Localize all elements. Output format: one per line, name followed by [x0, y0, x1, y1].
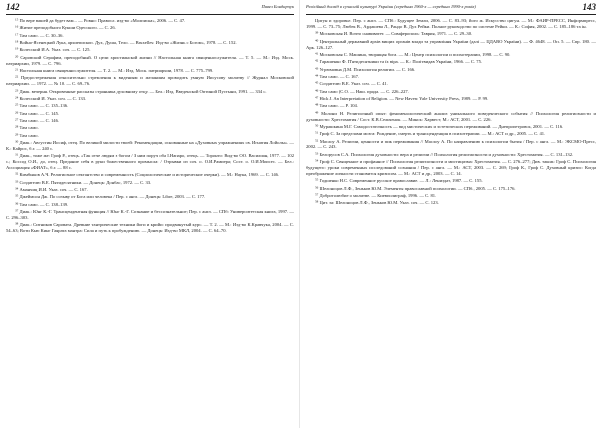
footnote-number: 39	[315, 30, 319, 35]
footnote-text: Диак.: Августин Иосиф, отец. По великой милости твоей: Рекомендации, основанные на «Духовных упражнениях св. Игнатия Лойолы». — К.: Кайрос, б.г. — 240 с.	[6, 139, 294, 151]
footnote-text: Там само. — С. 167.	[319, 73, 360, 79]
footnote-text: Там само. — С. 135–136.	[19, 103, 69, 109]
footnote-number: 22	[15, 74, 19, 79]
footnote-text: Гроф С. Священное и профанное // Психология религиозности и мистицизма: Хрестоматия. — С. 276–277; Див. також: Гроф С. Психология будущего: уроки современных исследований сознания / Пер. с англ. — М.: АСТ, 2003. — С. 269; Гроф К., Гроф С. Духовный кризис: Когда преображение личности становится кризисом. — М.: АСТ и др., 2003. — С. 14.	[306, 159, 596, 176]
footnote	[306, 131, 596, 137]
page-gutter	[299, 0, 300, 428]
footnote	[306, 39, 596, 51]
footnote-text: Житие преподобного Кукши Одесского. — С. 26.	[19, 25, 116, 31]
footnote-number: 27	[15, 117, 19, 122]
footnote-text: Аманчиц И.И. Указ. соч. — С. 167.	[19, 187, 88, 193]
footnote-text: Hick J. An Interpretation of Religion. — New Haven: Yale University Press, 1989. — P. 99.	[319, 95, 489, 101]
footnote	[306, 18, 596, 30]
footnote	[306, 89, 596, 95]
footnote	[306, 178, 596, 184]
footnote-text: Московская И. Вочто снавиватет. — Симферополь: Таврия, 1971. — С. 29–30.	[319, 31, 473, 37]
footnote	[6, 118, 294, 124]
footnote-text: Маслоу А. Религии, ценности и пик переживания // Маслоу А. По направлению к психологии бытия / Пер. с англ. — М.: ЭКСМО-Пресс, 2002. — С. 243.	[306, 138, 596, 150]
footnote-text: Кимбыков А.Ч. Религиозное сектантство и современность (Социологические и исторические очерки). — М.: Наука, 1969. — С. 146.	[19, 172, 280, 178]
footnote-number: 57	[315, 192, 319, 197]
footnote-text: Джеймсон Дж. По созыву от Бога или человека / Пер. с англ. — Донецк: Libre, 2003. — С. 177.	[19, 194, 206, 200]
footnote-text: Диак.: Юнг К.-Г. Трансцендентная функция // Юнг К.-Г. Сознание и бессознательное; Пер. с англ. — СПб: Университетская книга, 1997. — С. 296–303.	[6, 209, 294, 220]
footnote	[6, 25, 294, 31]
footnote-text: Колесский И.А. Указ. соч. — С. 125.	[19, 47, 91, 53]
footnote-text: Белорусов С.А. Психология духовности: вера и религии // Психология религиозности и духовности: Хрестоматия. — С. 131–132.	[319, 151, 574, 157]
footnote-number: 31	[15, 152, 19, 157]
footnote-number: 20	[15, 54, 19, 59]
footnote	[6, 47, 294, 53]
left-page-number: 142	[6, 3, 20, 12]
right-footnotes	[306, 18, 596, 206]
footnote-text: Войно-Ясенецкий Лука, архиепископ. Дух, Душа, Тело. — Bruxelles: Изд-во «Жизнь с Богом», 1978. — С. 152.	[19, 40, 237, 46]
right-page-number: 143	[582, 3, 596, 12]
footnote-text: Диак. вечерня. Откровенные рассказы странника духовному отцу. — Бел.: Изд. Введенской Оптиной Пустыни, 1991. — 334 с.	[19, 88, 267, 94]
footnote	[306, 103, 596, 109]
footnote	[306, 193, 596, 199]
footnote-text: Гарашенко Ф. П'ятидесятники та їх віра. — К.: Політвидав України, 1966. — С. 75.	[319, 59, 483, 65]
footnote	[6, 96, 294, 102]
footnote-number: 52	[315, 137, 319, 142]
footnote	[6, 125, 294, 131]
footnote	[6, 55, 294, 67]
footnote-text: Там само (С.О. — Наш. прада. — С. 226–227.	[319, 88, 409, 94]
footnote	[306, 74, 596, 80]
footnote-number: 44	[315, 73, 319, 78]
footnote-text: Диак., тоже же: Гроф Р., отець. «Так отче людям з богом / З ним поруч оба І.Напаро, отець. — Торонто: Вид-во ОО. Василиан, 1977. — 102 с.; Коссод О.И., до, отец. Предание себя в руки божественного промысла: / Отрывки из соч. о. О.И.Рамиера; Сост. о. О.И.Моисес. — Бел.: Ассоциация «ФИАТ», б.г. — 88 с.	[6, 153, 294, 171]
footnote-text: Цит. за: Шелоноцов Л.Ф., Зеньков Ю.М. Указ. соч. — С. 123.	[319, 200, 439, 206]
footnote-number: 55	[315, 177, 319, 182]
footnote-text: Там само.	[19, 125, 39, 131]
footnote	[6, 172, 294, 178]
footnote	[6, 18, 294, 24]
footnote	[6, 180, 294, 186]
footnote-text: Предостережения относительно стремления к видениям и желаниям проводить умную Иисусову молитву // Журнал Московской патриархии. — 1972. — № 10. — С. 69–76.	[6, 75, 294, 87]
footnote	[6, 89, 294, 95]
footnote-number: 34	[15, 186, 19, 191]
footnote	[306, 200, 596, 206]
footnote-number: 30	[15, 139, 19, 144]
footnote	[6, 111, 294, 117]
footnote-text: Центральный державний архів вищих органів влади та управління України (далі — ЦДАВО України). — Ф. 4648. — Оп. 5. — Спр. 180. — Арк. 126–127.	[306, 38, 596, 50]
footnote-text: Там само.	[19, 132, 39, 138]
right-page	[306, 3, 596, 423]
footnote-text: Колесский И. Указ. соч. — С. 133.	[19, 95, 87, 101]
footnote	[306, 52, 596, 58]
footnote	[6, 103, 294, 109]
footnote-number: 32	[15, 171, 19, 176]
footnote-text: Годшенко Н.С. Современное русское православие. — Л.: Лениздат, 1987. — С. 155.	[319, 178, 483, 184]
left-running-title: Павел Бондарчук	[261, 4, 294, 9]
footnote-number: 51	[315, 130, 319, 135]
footnote	[6, 209, 294, 221]
left-footnotes	[6, 18, 294, 234]
footnote-text: По вере вашей да будет вам... — Ровно: Правосл. изд-во «Молписка», 2006. — С. 47.	[19, 18, 186, 23]
footnote-number: 35	[15, 193, 19, 198]
footnote-number: 53	[315, 151, 319, 156]
footnote	[6, 194, 294, 200]
footnote-number: 37	[15, 208, 19, 213]
footnote	[6, 33, 294, 39]
footnote-number: 21	[15, 67, 19, 72]
left-page	[6, 3, 294, 423]
footnote	[6, 222, 294, 234]
footnote-text: Создателю В.Е. Указ. соч. — С. 41.	[319, 81, 388, 87]
footnote-number: 46	[315, 87, 319, 92]
footnote-number: 24	[15, 95, 19, 100]
footnote	[6, 187, 294, 193]
footnote-number: 28	[15, 124, 19, 129]
footnote	[306, 152, 596, 158]
footnote-number: 19	[15, 46, 19, 51]
footnote-text: Молони Н. Религиозный опыт: феноменологический анализ уникального поведенческого события // Психология религиозности и духовности: Хрестоматия / Сост. К.В.Сельченок. — Минск: Харвест; М.: АСТ, 2001. — С. 226.	[306, 110, 596, 122]
footnote-text: Там само. — С. 30–36.	[19, 32, 64, 38]
footnote-text: Настольная книга священнослужителя. — Т. 2. — М.: Изд. Моск. патриархии, 1978. — С. 775–799.	[19, 67, 214, 73]
footnote-text: Цигун и здоровье. Пер. с англ. — СПб.: Будущее Земли, 2006. — С. 83–93; його ж. Искусство цигун. — М.: ФАИР-ПРЕСС, Информпресс, 1999. — С. 73–75; Любек В., Ардашева Л., Рандо В. Дух Рейки. Полное руководство по системе Рейки. — К.: София, 2002. — С. 185–186 та ін.	[306, 18, 596, 29]
footnote-number: 41	[315, 51, 319, 56]
footnote-number: 25	[15, 102, 19, 107]
footnote	[6, 68, 294, 74]
footnote	[6, 153, 294, 171]
footnote-number: 23	[15, 87, 19, 92]
footnote	[6, 133, 294, 139]
footnote	[6, 75, 294, 87]
footnote-number: 48	[315, 102, 319, 107]
footnote-text: Гроф С. За пределами мозга: Рождение, смерть и трансценденция в психотерапии. — М.: АСТ и др., 2005. — С. 41.	[319, 131, 546, 137]
footnote-number: 38	[15, 221, 19, 226]
footnote-text: Шелоноцов Л.Ф., Зеньков Ю.М. Элементы православной психологии. — СПб., 2005. — С. 175–176.	[319, 185, 516, 191]
footnote-number: 40	[315, 37, 319, 42]
footnote-text: Угрюмовна Д.М. Психология религии. — С. 166.	[319, 66, 416, 72]
right-page-header	[306, 3, 596, 15]
footnote	[306, 111, 596, 123]
footnote-text: Там само. — С. 145.	[19, 110, 60, 116]
footnote-text: Там само. — P. 104.	[319, 103, 358, 109]
footnote	[306, 124, 596, 130]
footnote-number: 16	[15, 24, 19, 29]
footnote-text: Там само. — С. 146.	[19, 117, 60, 123]
left-page-header	[6, 3, 294, 15]
footnote-number: 43	[315, 65, 319, 70]
footnote-number: 36	[15, 201, 19, 206]
footnote	[306, 159, 596, 177]
footnote	[306, 59, 596, 65]
footnote-text: Диак.: Ситников Саровата. Древние тантрические техники йоги и крийи: продвинутый курс. — Т. 2. — М.: Изд-во К.Кравчука, 2004. — С. 54–63; Воти Кью Кинг Гаярата мантра: Сила и путь к пробуждению. — Донецк: Изд-во МКЛ, 2004. — С. 64–70.	[6, 222, 294, 234]
footnote-number: 58	[315, 199, 319, 204]
footnote-text: Добротолюбие о молитве. — Киевполиграф, 1996. — С. 81.	[319, 192, 437, 198]
footnote	[6, 202, 294, 208]
footnote	[306, 67, 596, 73]
footnote-number: 50	[315, 123, 319, 128]
footnote-text: Создателю В.Е. Пятидесятники. — Донецк: Донбас, 1972. — С. 33.	[19, 179, 152, 185]
footnote-text: Мурашкина М.Г. Самодостаточность — вид мистических и эстетических переживаний. — Днепропетровск, 2001. — С. 116.	[319, 123, 564, 129]
footnote-number: 26	[15, 109, 19, 114]
footnote	[306, 96, 596, 102]
footnote-number: 56	[315, 184, 319, 189]
footnote	[306, 31, 596, 37]
footnote-number: 29	[15, 131, 19, 136]
footnote-number: 17	[15, 32, 19, 36]
footnote	[6, 140, 294, 152]
right-running-title: Релігійний досвід в сучасній культурі України (середина 1960-х — середина 1990-х років)	[306, 4, 476, 9]
footnote-number: 47	[315, 95, 319, 100]
footnote-number: 45	[315, 80, 319, 85]
footnote-number: 33	[15, 179, 19, 184]
footnote	[306, 139, 596, 151]
footnote-text: Московская С. Машина, творящая бога. — М.: Центр психологии и психотерапии, 1998. — С. 90.	[319, 51, 511, 57]
footnote-number: 42	[315, 58, 319, 63]
footnote-number: 49	[315, 109, 319, 114]
footnote-number: 15	[15, 17, 19, 22]
footnote-number: 54	[315, 158, 319, 163]
footnote-text: Там само. — С. 138–139.	[19, 201, 69, 207]
footnote	[306, 81, 596, 87]
footnote-text: Саровский Серафим, преподобный. О цели христианской жизни // Настольная книга священнослужителя. — Т. 5. — М.: Изд. Моск. патриархии, 1979. — С. 796.	[6, 54, 294, 66]
footnote-number: 18	[15, 39, 19, 44]
footnote	[306, 186, 596, 192]
footnote	[6, 40, 294, 46]
